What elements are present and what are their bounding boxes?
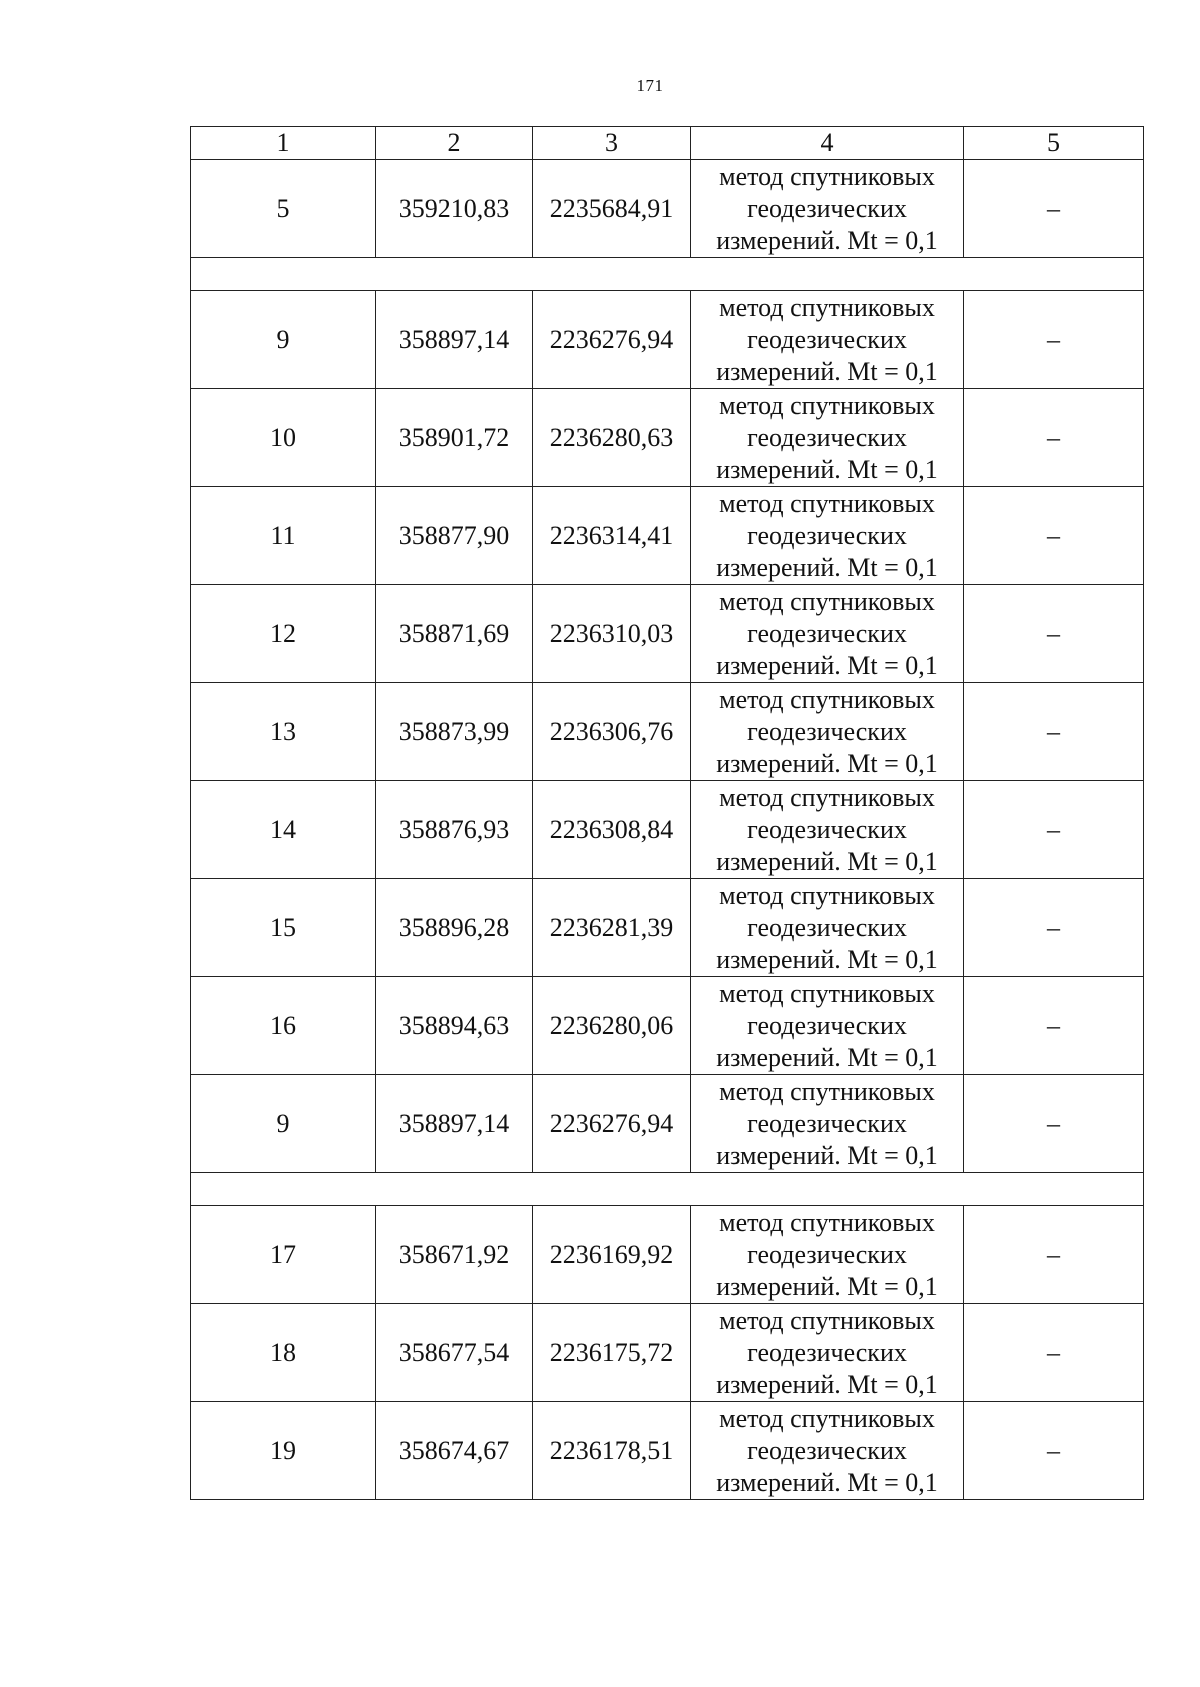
- table-row: [191, 1304, 1144, 1402]
- point-number-cell: 14: [191, 781, 376, 879]
- y-coordinate-cell: 2236175,72: [533, 1304, 691, 1402]
- x-coordinate-cell: 358877,90: [376, 487, 533, 585]
- note-cell: –: [964, 683, 1144, 781]
- method-cell: [691, 291, 964, 389]
- separator-cell: [191, 258, 1144, 291]
- note-cell: –: [964, 160, 1144, 258]
- method-text-line: измерений. Mt = 0,1: [716, 846, 938, 876]
- table-row: [191, 683, 1144, 781]
- method-cell: [691, 683, 964, 781]
- method-text-line: метод спутниковых: [719, 1305, 935, 1335]
- method-text-line: метод спутниковых: [719, 684, 935, 714]
- method-text-line: геодезических: [747, 618, 907, 648]
- method-text-line: метод спутниковых: [719, 1076, 935, 1106]
- method-text-line: измерений. Mt = 0,1: [716, 1467, 938, 1497]
- point-number-cell: 9: [191, 291, 376, 389]
- header-cell: 4: [691, 127, 964, 160]
- note-cell: –: [964, 389, 1144, 487]
- point-number-cell: 11: [191, 487, 376, 585]
- method-text-line: геодезических: [747, 520, 907, 550]
- method-text-line: измерений. Mt = 0,1: [716, 1042, 938, 1072]
- table-row: [191, 977, 1144, 1075]
- table-body: [191, 127, 1144, 1500]
- method-cell: [691, 585, 964, 683]
- method-text-line: измерений. Mt = 0,1: [716, 748, 938, 778]
- y-coordinate-cell: 2236314,41: [533, 487, 691, 585]
- note-cell: –: [964, 291, 1144, 389]
- point-number-cell: 10: [191, 389, 376, 487]
- method-text-line: измерений. Mt = 0,1: [716, 225, 938, 255]
- note-cell: –: [964, 1206, 1144, 1304]
- table-row: [191, 1206, 1144, 1304]
- x-coordinate-cell: 358876,93: [376, 781, 533, 879]
- method-cell: [691, 781, 964, 879]
- method-text-line: измерений. Mt = 0,1: [716, 454, 938, 484]
- point-number-cell: 18: [191, 1304, 376, 1402]
- method-text-line: геодезических: [747, 814, 907, 844]
- y-coordinate-cell: 2236281,39: [533, 879, 691, 977]
- x-coordinate-cell: 358894,63: [376, 977, 533, 1075]
- x-coordinate-cell: 358897,14: [376, 1075, 533, 1173]
- header-cell: 2: [376, 127, 533, 160]
- y-coordinate-cell: 2236276,94: [533, 291, 691, 389]
- point-number-cell: 13: [191, 683, 376, 781]
- method-cell: [691, 879, 964, 977]
- coordinates-table: [190, 126, 1144, 1500]
- separator-cell: [191, 1173, 1144, 1206]
- point-number-cell: 15: [191, 879, 376, 977]
- point-number-cell: 12: [191, 585, 376, 683]
- method-text-line: метод спутниковых: [719, 1207, 935, 1237]
- method-text-line: измерений. Mt = 0,1: [716, 1271, 938, 1301]
- x-coordinate-cell: 358677,54: [376, 1304, 533, 1402]
- method-text-line: измерений. Mt = 0,1: [716, 650, 938, 680]
- method-text-line: метод спутниковых: [719, 880, 935, 910]
- note-cell: –: [964, 879, 1144, 977]
- point-number-cell: 5: [191, 160, 376, 258]
- table-row: [191, 160, 1144, 258]
- header-cell: 1: [191, 127, 376, 160]
- y-coordinate-cell: 2236178,51: [533, 1402, 691, 1500]
- y-coordinate-cell: 2235684,91: [533, 160, 691, 258]
- y-coordinate-cell: 2236280,63: [533, 389, 691, 487]
- section-separator-row: [191, 1173, 1144, 1206]
- header-row: [191, 127, 1144, 160]
- point-number-cell: 9: [191, 1075, 376, 1173]
- method-text-line: геодезических: [747, 1435, 907, 1465]
- method-text-line: метод спутниковых: [719, 1403, 935, 1433]
- method-text-line: геодезических: [747, 1337, 907, 1367]
- method-text-line: метод спутниковых: [719, 978, 935, 1008]
- method-text-line: метод спутниковых: [719, 292, 935, 322]
- method-text-line: геодезических: [747, 1010, 907, 1040]
- method-cell: [691, 977, 964, 1075]
- method-text-line: измерений. Mt = 0,1: [716, 1140, 938, 1170]
- method-cell: [691, 389, 964, 487]
- x-coordinate-cell: 358671,92: [376, 1206, 533, 1304]
- point-number-cell: 19: [191, 1402, 376, 1500]
- x-coordinate-cell: 359210,83: [376, 160, 533, 258]
- header-cell: 5: [964, 127, 1144, 160]
- table-row: [191, 781, 1144, 879]
- table-row: [191, 1075, 1144, 1173]
- method-cell: [691, 1206, 964, 1304]
- method-cell: [691, 1402, 964, 1500]
- table-row: [191, 487, 1144, 585]
- method-text-line: метод спутниковых: [719, 782, 935, 812]
- table-row: [191, 879, 1144, 977]
- header-cell: 3: [533, 127, 691, 160]
- method-text-line: метод спутниковых: [719, 390, 935, 420]
- method-cell: [691, 487, 964, 585]
- x-coordinate-cell: 358896,28: [376, 879, 533, 977]
- y-coordinate-cell: 2236169,92: [533, 1206, 691, 1304]
- point-number-cell: 17: [191, 1206, 376, 1304]
- point-number-cell: 16: [191, 977, 376, 1075]
- method-cell: [691, 1304, 964, 1402]
- note-cell: –: [964, 1075, 1144, 1173]
- method-text-line: метод спутниковых: [719, 586, 935, 616]
- section-separator-row: [191, 258, 1144, 291]
- method-text-line: измерений. Mt = 0,1: [716, 552, 938, 582]
- method-text-line: геодезических: [747, 1239, 907, 1269]
- note-cell: –: [964, 977, 1144, 1075]
- x-coordinate-cell: 358897,14: [376, 291, 533, 389]
- method-text-line: измерений. Mt = 0,1: [716, 1369, 938, 1399]
- table-row: [191, 1402, 1144, 1500]
- x-coordinate-cell: 358873,99: [376, 683, 533, 781]
- method-text-line: измерений. Mt = 0,1: [716, 356, 938, 386]
- page-number: 171: [636, 76, 664, 95]
- y-coordinate-cell: 2236310,03: [533, 585, 691, 683]
- x-coordinate-cell: 358674,67: [376, 1402, 533, 1500]
- note-cell: –: [964, 487, 1144, 585]
- method-cell: [691, 1075, 964, 1173]
- note-cell: –: [964, 585, 1144, 683]
- method-cell: [691, 160, 964, 258]
- method-text-line: метод спутниковых: [719, 161, 935, 191]
- method-text-line: геодезических: [747, 1108, 907, 1138]
- method-text-line: геодезических: [747, 716, 907, 746]
- note-cell: –: [964, 1402, 1144, 1500]
- method-text-line: геодезических: [747, 422, 907, 452]
- note-cell: –: [964, 1304, 1144, 1402]
- table-row: [191, 291, 1144, 389]
- method-text-line: метод спутниковых: [719, 488, 935, 518]
- y-coordinate-cell: 2236308,84: [533, 781, 691, 879]
- method-text-line: геодезических: [747, 324, 907, 354]
- table-row: [191, 389, 1144, 487]
- y-coordinate-cell: 2236276,94: [533, 1075, 691, 1173]
- note-cell: –: [964, 781, 1144, 879]
- method-text-line: измерений. Mt = 0,1: [716, 944, 938, 974]
- y-coordinate-cell: 2236306,76: [533, 683, 691, 781]
- table-row: [191, 585, 1144, 683]
- method-text-line: геодезических: [747, 912, 907, 942]
- method-text-line: геодезических: [747, 193, 907, 223]
- x-coordinate-cell: 358901,72: [376, 389, 533, 487]
- y-coordinate-cell: 2236280,06: [533, 977, 691, 1075]
- x-coordinate-cell: 358871,69: [376, 585, 533, 683]
